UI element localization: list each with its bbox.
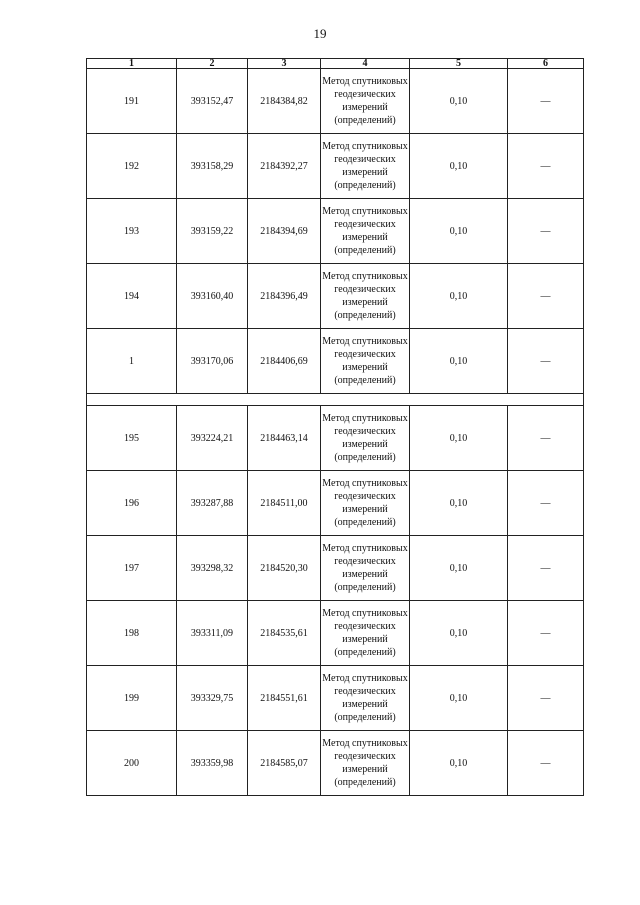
x-coordinate-cell: 393287,88 [177, 471, 248, 536]
accuracy-cell: 0,10 [410, 536, 508, 601]
table-row [87, 406, 584, 471]
coordinates-table [86, 58, 584, 796]
note-cell: — [508, 406, 584, 471]
table-row [87, 264, 584, 329]
method-cell: Метод спутниковых геодезических измерений (определений) [321, 536, 410, 601]
point-cell: 195 [87, 406, 177, 471]
method-cell: Метод спутниковых геодезических измерений (определений) [321, 601, 410, 666]
table-row [87, 329, 584, 394]
column-header: 6 [508, 59, 584, 69]
table-row [87, 666, 584, 731]
note-cell: — [508, 471, 584, 536]
table-row [87, 134, 584, 199]
point-cell: 200 [87, 731, 177, 796]
point-cell: 191 [87, 69, 177, 134]
note-cell: — [508, 134, 584, 199]
x-coordinate-cell: 393152,47 [177, 69, 248, 134]
note-cell: — [508, 264, 584, 329]
note-cell: — [508, 601, 584, 666]
accuracy-cell: 0,10 [410, 69, 508, 134]
method-cell: Метод спутниковых геодезических измерений (определений) [321, 264, 410, 329]
point-cell: 194 [87, 264, 177, 329]
column-header: 1 [87, 59, 177, 69]
method-cell: Метод спутниковых геодезических измерений (определений) [321, 666, 410, 731]
method-cell: Метод спутниковых геодезических измерений (определений) [321, 731, 410, 796]
point-cell: 197 [87, 536, 177, 601]
point-cell: 198 [87, 601, 177, 666]
method-cell: Метод спутниковых геодезических измерений (определений) [321, 69, 410, 134]
table-row [87, 199, 584, 264]
point-cell: 193 [87, 199, 177, 264]
table-row [87, 731, 584, 796]
x-coordinate-cell: 393160,40 [177, 264, 248, 329]
method-cell: Метод спутниковых геодезических измерений (определений) [321, 134, 410, 199]
x-coordinate-cell: 393159,22 [177, 199, 248, 264]
y-coordinate-cell: 2184551,61 [248, 666, 321, 731]
x-coordinate-cell: 393359,98 [177, 731, 248, 796]
accuracy-cell: 0,10 [410, 731, 508, 796]
column-header: 2 [177, 59, 248, 69]
accuracy-cell: 0,10 [410, 471, 508, 536]
point-cell: 192 [87, 134, 177, 199]
y-coordinate-cell: 2184520,30 [248, 536, 321, 601]
y-coordinate-cell: 2184585,07 [248, 731, 321, 796]
accuracy-cell: 0,10 [410, 666, 508, 731]
page-number: 19 [313, 26, 327, 41]
table-row [87, 69, 584, 134]
point-cell: 1 [87, 329, 177, 394]
y-coordinate-cell: 2184396,49 [248, 264, 321, 329]
method-cell: Метод спутниковых геодезических измерений (определений) [321, 329, 410, 394]
accuracy-cell: 0,10 [410, 601, 508, 666]
note-cell: — [508, 199, 584, 264]
accuracy-cell: 0,10 [410, 199, 508, 264]
point-cell: 199 [87, 666, 177, 731]
accuracy-cell: 0,10 [410, 329, 508, 394]
x-coordinate-cell: 393158,29 [177, 134, 248, 199]
accuracy-cell: 0,10 [410, 134, 508, 199]
column-header: 3 [248, 59, 321, 69]
note-cell: — [508, 666, 584, 731]
y-coordinate-cell: 2184535,61 [248, 601, 321, 666]
note-cell: — [508, 536, 584, 601]
table-row [87, 536, 584, 601]
y-coordinate-cell: 2184392,27 [248, 134, 321, 199]
method-cell: Метод спутниковых геодезических измерений (определений) [321, 471, 410, 536]
x-coordinate-cell: 393329,75 [177, 666, 248, 731]
y-coordinate-cell: 2184384,82 [248, 69, 321, 134]
note-cell: — [508, 731, 584, 796]
table-row [87, 601, 584, 666]
point-cell: 196 [87, 471, 177, 536]
separator-row [87, 394, 584, 406]
y-coordinate-cell: 2184406,69 [248, 329, 321, 394]
column-header: 4 [321, 59, 410, 69]
note-cell: — [508, 69, 584, 134]
separator-cell [87, 394, 584, 406]
x-coordinate-cell: 393311,09 [177, 601, 248, 666]
column-header: 5 [410, 59, 508, 69]
x-coordinate-cell: 393298,32 [177, 536, 248, 601]
accuracy-cell: 0,10 [410, 406, 508, 471]
method-cell: Метод спутниковых геодезических измерений (определений) [321, 406, 410, 471]
y-coordinate-cell: 2184394,69 [248, 199, 321, 264]
method-cell: Метод спутниковых геодезических измерений (определений) [321, 199, 410, 264]
x-coordinate-cell: 393170,06 [177, 329, 248, 394]
x-coordinate-cell: 393224,21 [177, 406, 248, 471]
table-row [87, 471, 584, 536]
accuracy-cell: 0,10 [410, 264, 508, 329]
header-row [87, 59, 584, 69]
note-cell: — [508, 329, 584, 394]
y-coordinate-cell: 2184463,14 [248, 406, 321, 471]
y-coordinate-cell: 2184511,00 [248, 471, 321, 536]
